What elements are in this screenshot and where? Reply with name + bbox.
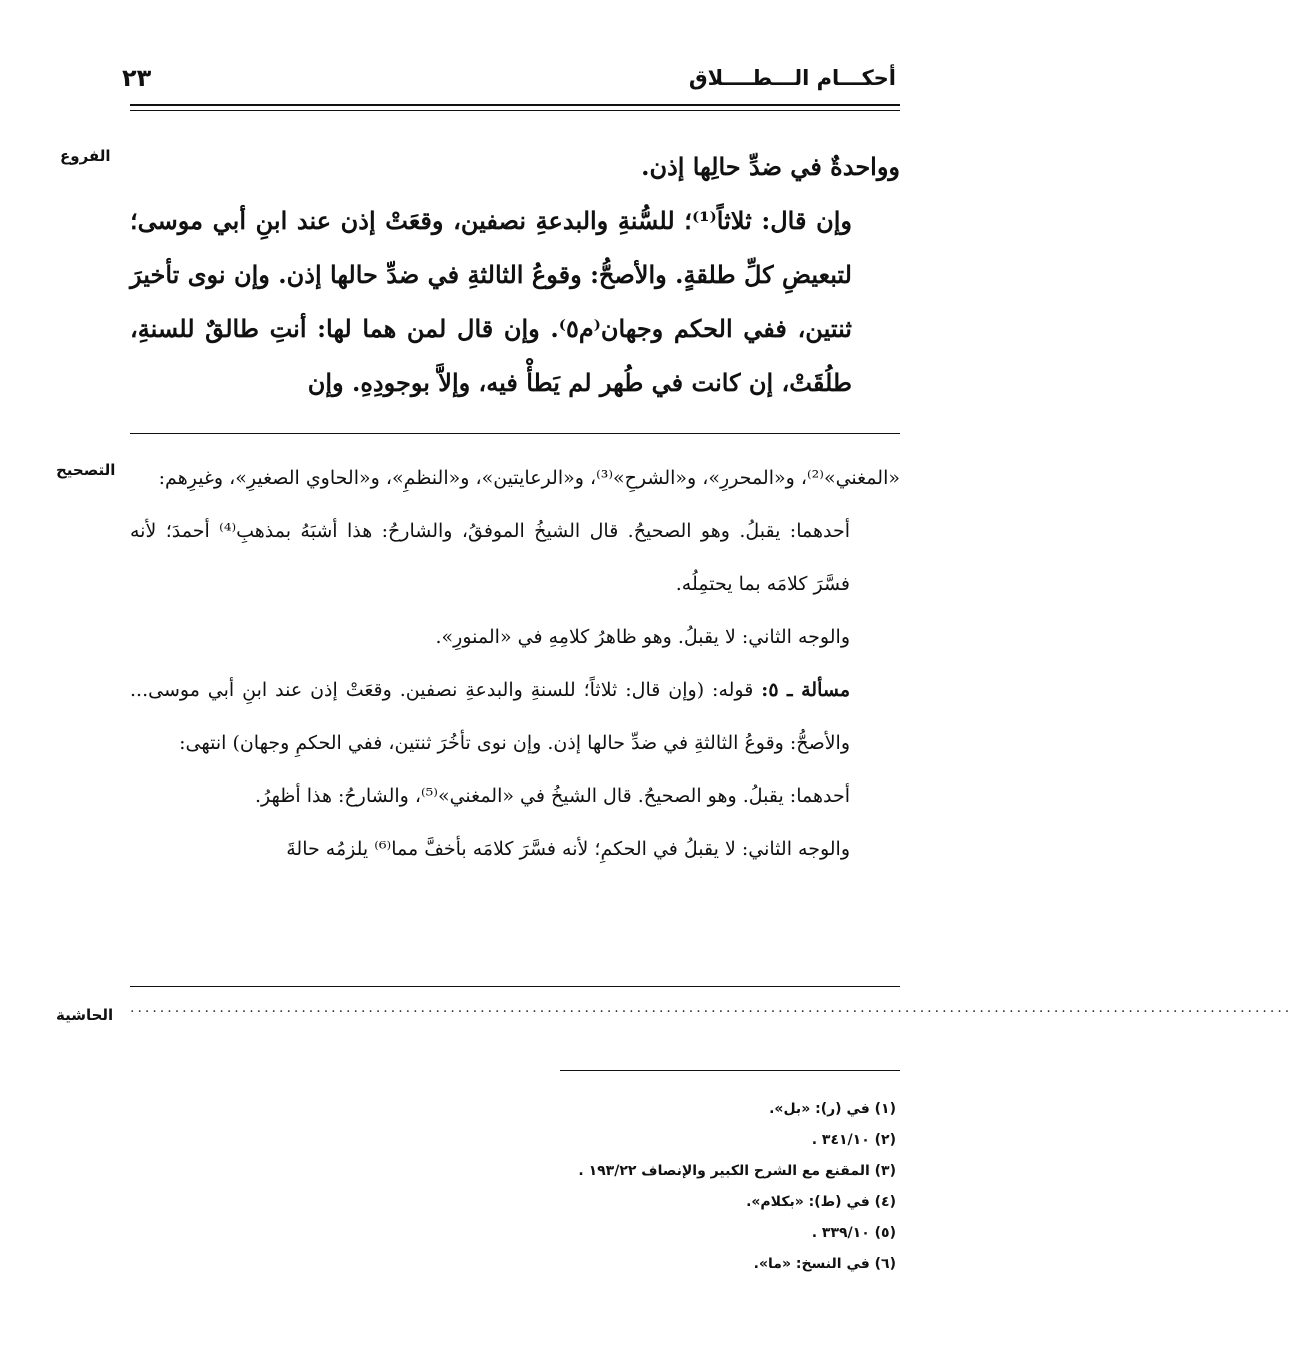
header-rule — [130, 104, 900, 106]
section-divider — [130, 986, 900, 987]
page-number: ٢٣ — [122, 64, 152, 92]
tashih-paragraph: «المغني»⁽²⁾، و«المحررِ»، و«الشرحِ»⁽³⁾، و«الرعايتين»، و«النظمِ»، و«الحاوي الصغيرِ»، وغيرِهم: — [158, 467, 900, 489]
running-header-title: أحكـــام الـــطــــلاق — [688, 66, 896, 90]
footnote-item: (٣) المقنع مع الشرح الكبير والإنصاف ١٩٣/٢٢ . — [578, 1163, 896, 1179]
main-paragraph: وواحدةٌ في ضدِّ حالِها إذن. — [641, 152, 900, 181]
main-paragraph: وإن قال: ثلاثاً⁽¹⁾؛ للسُّنةِ والبدعةِ نصفين، وقعَتْ إذن عند ابنِ أبي موسى؛ لتبعيضِ كلِّ طلقةٍ. والأصحُّ: وقوعُ الثالثةِ في ضدِّ حالها إذن. وإن نوى تأخيرَ ثنتين، ففي الحكم وجهان⁽م٥⁾. وإن قال لمن هما لها: أنتِ طالقٌ للسنةِ، طلُقَتْ، إن كانت في طُهر لم يَطأْ فيه، وإلاَّ بوجودِهِ. وإن — [130, 206, 852, 397]
footnotes — [396, 1094, 896, 1280]
tashih-paragraph: أحدهما: يقبلُ. وهو الصحيحُ. قال الشيخُ في «المغني»⁽⁵⁾، والشارحُ: هذا أظهرُ. — [254, 785, 850, 807]
margin-label-furu: الفروع — [60, 147, 111, 165]
tashih-text-block — [130, 452, 900, 876]
footnote-item: (١) في (ر): «بل». — [769, 1101, 896, 1117]
tashih-paragraph: والوجه الثاني: لا يقبلُ في الحكمِ؛ لأنه فسَّرَ كلامَه بأخفَّ مما⁽⁶⁾ يلزمُه حالةَ — [286, 838, 850, 860]
tashih-paragraph — [130, 664, 900, 770]
footnote-item: (٦) في النسخ: «ما». — [753, 1256, 896, 1272]
footnote-item: (٤) في (ط): «بكلام». — [746, 1194, 896, 1210]
footnote-separator — [560, 1070, 900, 1071]
footnote-item: (٢) ٣٤١/١٠ . — [811, 1132, 896, 1148]
footnote-item: (٥) ٣٣٩/١٠ . — [811, 1225, 896, 1241]
margin-label-tashih: التصحيح — [56, 461, 116, 479]
hashiya-dotted-line: ............................................................................................................................................................ — [130, 1000, 1292, 1016]
header-rule-thin — [130, 110, 900, 111]
margin-label-hashiya: الحاشية — [56, 1006, 114, 1024]
tashih-paragraph: والوجه الثاني: لا يقبلُ. وهو ظاهرُ كلامِهِ في «المنورِ». — [435, 626, 850, 648]
tashih-paragraph: أحدهما: يقبلُ. وهو الصحيحُ. قال الشيخُ الموفقُ، والشارحُ: هذا أشبَهُ بمذهبِ⁽⁴⁾ أحمدَ؛ لأنه فسَّرَ كلامَه بما يحتمِلُه. — [130, 520, 850, 595]
section-divider — [130, 433, 900, 434]
main-text-block — [130, 140, 900, 410]
masala-label: مسألة ـ ٥: — [761, 679, 851, 701]
masala-text: قوله: (وإن قال: ثلاثاً؛ للسنةِ والبدعةِ نصفين. وقعَتْ إذن عند ابنِ أبي موسى... والأصحُّ: وقوعُ الثالثةِ في ضدِّ حالها إذن. وإن نوى تأخُرَ ثنتين، ففي الحكمِ وجهان) انتهى: — [130, 679, 850, 754]
